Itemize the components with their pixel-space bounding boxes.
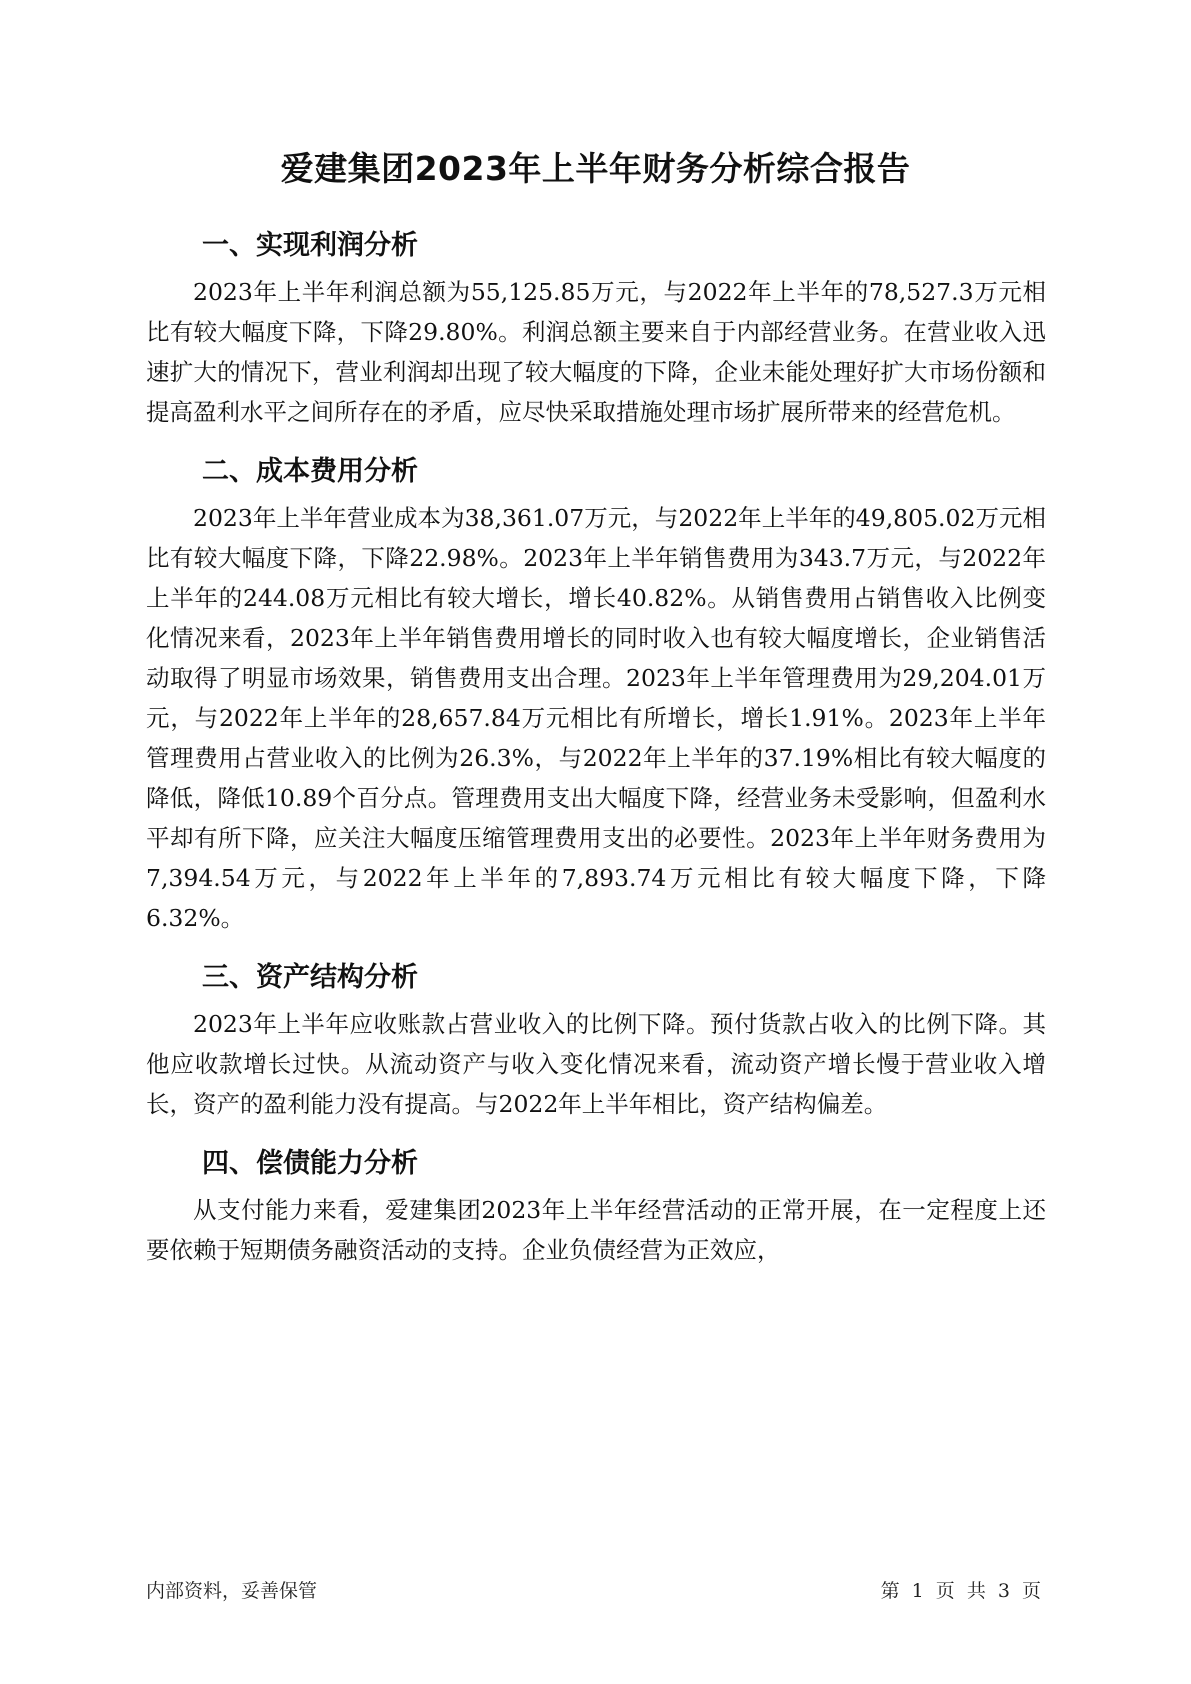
section-solvency-analysis [146, 1138, 1046, 1270]
section-paragraph: 2023年上半年应收账款占营业收入的比例下降。预付货款占收入的比例下降。其他应收款增长过快。从流动资产与收入变化情况来看，流动资产增长慢于营业收入增长，资产的盈利能力没有提高。与2022年上半年相比，资产结构偏差。 [146, 1010, 1046, 1118]
section-asset-structure-analysis [146, 952, 1046, 1124]
page-number: 第 1 页 共 3 页 [880, 1580, 1041, 1602]
page-footer [146, 1576, 1041, 1606]
section-heading: 一、实现利润分析 [202, 230, 418, 261]
section-heading: 三、资产结构分析 [202, 962, 418, 993]
section-paragraph: 从支付能力来看，爱建集团2023年上半年经营活动的正常开展，在一定程度上还要依赖于短期债务融资活动的支持。企业负债经营为正效应， [146, 1196, 1046, 1264]
confidentiality-note: 内部资料，妥善保管 [146, 1580, 318, 1602]
document-title: 爱建集团2023年上半年财务分析综合报告 [280, 149, 911, 188]
document-body [146, 220, 1046, 1284]
section-paragraph: 2023年上半年利润总额为55,125.85万元，与2022年上半年的78,527.3万元相比有较大幅度下降，下降29.80%。利润总额主要来自于内部经营业务。在营业收入迅速扩大的情况下，营业利润却出现了较大幅度的下降，企业未能处理好扩大市场份额和提高盈利水平之间所存在的矛盾，应尽快采取措施处理市场扩展所带来的经营危机。 [146, 278, 1046, 426]
section-heading: 四、偿债能力分析 [202, 1148, 418, 1179]
section-cost-analysis [146, 446, 1046, 938]
section-profit-analysis [146, 220, 1046, 432]
section-heading: 二、成本费用分析 [202, 456, 418, 487]
section-paragraph: 2023年上半年营业成本为38,361.07万元，与2022年上半年的49,805.02万元相比有较大幅度下降，下降22.98%。2023年上半年销售费用为343.7万元，与2022年上半年的244.08万元相比有较大增长，增长40.82%。从销售费用占销售收入比例变化情况来看，2023年上半年销售费用增长的同时收入也有较大幅度增长，企业销售活动取得了明显市场效果，销售费用支出合理。2023年上半年管理费用为29,204.01万元，与2022年上半年的28,657.84万元相比有所增长，增长1.91%。2023年上半年管理费用占营业收入的比例为26.3%，与2022年上半年的37.19%相比有较大幅度的降低，降低10.89个百分点。管理费用支出大幅度下降，经营业务未受影响，但盈利水平却有所下降，应关注大幅度压缩管理费用支出的必要性。2023年上半年财务费用为7,394.54万元，与2022年上半年的7,893.74万元相比有较大幅度下降，下降6.32%。 [146, 504, 1046, 932]
